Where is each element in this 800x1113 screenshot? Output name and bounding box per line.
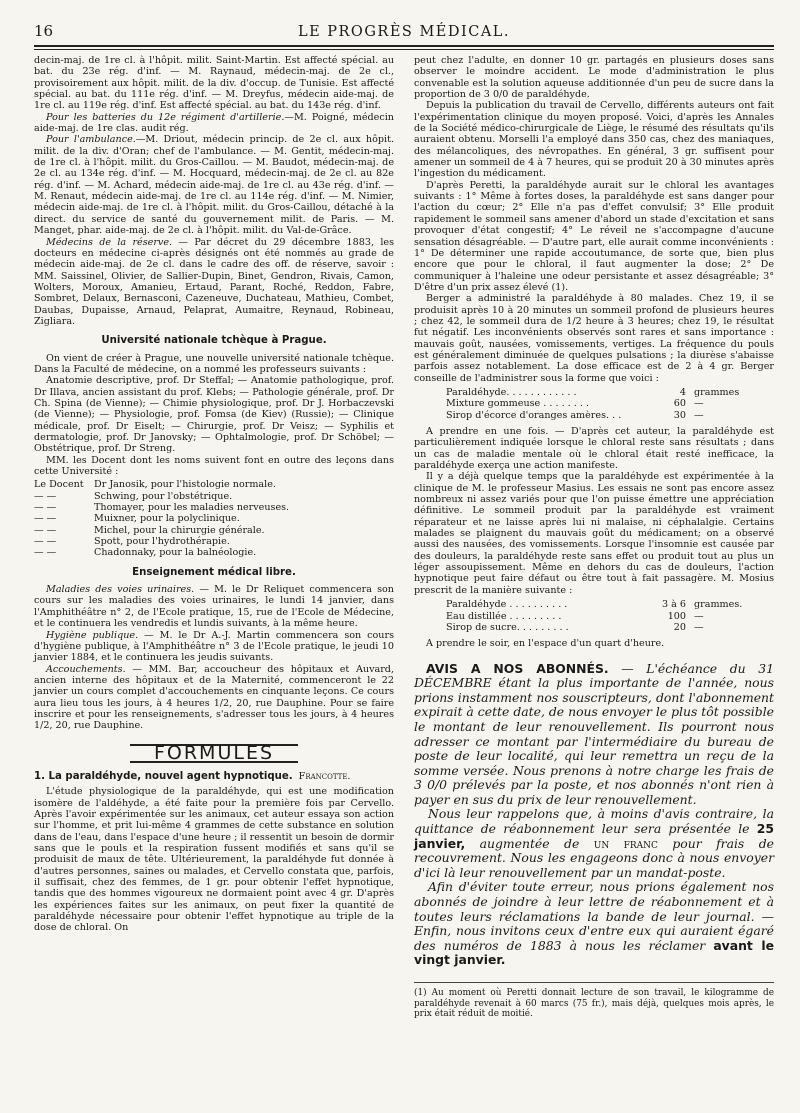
paragraph-lead: Pour l'ambulance.: [46, 134, 136, 146]
docent-list: [34, 479, 394, 558]
notice-paragraph: Afin d'éviter toute erreur, nous prions également nos abonnés de joindre à leur lettre de réabonnement et à toutes leurs réclamations la bande de leur journal. — Enfin, nous invitons ceux d'entre eux qui auraient égaré des numéros de 1883 à nous les réclamer avant le vingt janvier.: [414, 879, 774, 968]
formula-title: 1. La paraldéhyde, nouvel agent hypnotique. Francotte.: [34, 770, 351, 782]
list-item: — — Michel, pour la chirurgie générale.: [34, 524, 265, 536]
list-item: Le Docent Dr Janosik, pour l'histologie normale.: [34, 479, 276, 491]
paragraph-lead: Pour les batteries du 12e régiment d'artillerie.: [46, 111, 285, 123]
paragraph: decin-maj. de 1re cl. à l'hôpit. milit. Saint-Martin. Est affecté spécial. au bat. du 23e rég. d'inf. — M. Raynaud, médecin-maj. de 2e cl., provisoirement aux hôpit. milit. de la div. d'occup. de Tunisie. Est affecté spécial. au bat. du 111e rég. d'inf. — M. Dreyfus, médecin aide-maj. de 1re cl. au 119e rég. d'inf. Est affecté spécial. au bat. du 143e rég. d'inf.: [34, 55, 394, 112]
list-item: — — Thomayer, pour les maladies nerveuses.: [34, 502, 290, 514]
prescription-row: Paraldéhyde . . . . . . . . . . 3 à 6 grammes.: [446, 599, 743, 611]
list-item: — — Chadonnaky, pour la balnéologie.: [34, 547, 257, 559]
section-heading-prague: Université nationale tchèque à Prague.: [101, 335, 327, 347]
paragraph-lead: Médecins de la réserve.: [46, 236, 173, 248]
paragraph: Hygiène publique. — M. le Dr A.-J. Martin commencera son cours d'hygiène publique, à l'Amphithéâtre n° 3 de l'Ecole pratique, le jeudi 10 janvier 1884, et le continuera les jeudis suivants.: [34, 629, 394, 664]
list-item: — — Muixner, pour la polyclinique.: [34, 513, 240, 525]
prescription-row: Paraldéhyde. . . . . . . . . . . . 4 grammes: [446, 386, 740, 398]
paragraph: Médecins de la réserve. — Par décret du 29 décembre 1883, les docteurs en médecine ci-après désignés ont été nommés au grade de médecin aide-maj. de 2e cl. dans le cadre des off. de réserve, savoir : MM. Saissinel, Olivier, de Sallier-Dupin, Binet, Gendron, Rivais, Camon, Wolters, Moroux, Amanieu, Ertaud, Parant, Roché, Reddon, Fabre, Sombret, Delaux, Bernasconi, Cazeneuve, Duchateau, Mathieu, Combet, Daubas, Dupaisse, Arnaud, Pelaprat, Aumaitre, Reynaud, Robineau, Zigliara.: [34, 236, 394, 327]
prescription-masius: [446, 599, 774, 633]
paragraph: MM. les Docent dont les noms suivent font en outre des leçons dans cette Université :: [34, 454, 394, 478]
page-number: 16: [34, 22, 54, 40]
notice-paragraph: AVIS A NOS ABONNÉS. — L'échéance du 31 DÉCEMBRE étant la plus importante de l'année, nous prions instamment nos souscripteurs, dont l'abonnement expirait à cette date, de nous envoyer le plus tôt possible le montant de leur renouvellement. Ils pourront nous adresser ce montant par l'intermédiaire du bureau de poste de leur localité, qui leur remettra un reçu de la somme versée. Nous prenons à notre charge les frais de 3 0/0 prélevés par la poste, et nos abonnés n'ont rien à payer en sus du prix de leur renouvellement.: [414, 660, 774, 807]
paragraph-lead: Hygiène publique.: [46, 629, 139, 641]
prescription-row: Mixture gommeuse . . . . . . . . 60 —: [446, 398, 704, 410]
header-rule: [34, 45, 774, 50]
paragraph-lead: Maladies des voies urinaires.: [46, 584, 195, 596]
subscriber-notice: [414, 662, 774, 968]
paragraph: Il y a déjà quelque temps que la paraldéhyde est expérimentée à la clinique de M. le professeur Masius. Les essais ne sont pas encore assez nombreux ni assez variés pour que l'on puisse émettre une appréciation définitive. Le sommeil produit par la paraldéhyde est vraiment réparateur et ne laisse après lui ni malaise, ni céphalalgie. Certains malades se plaignent du mauvais goût du médicament; on a observé aussi des nausées, des vomissements. Lorsque l'insomnie est causée par des douleurs, la paraldéhyde reste sans effet ou produit tout au plus un léger assoupissement. Même en dehors du cas de douleurs, l'action hypnotique peut faire défaut ou être tout à fait passagère. M. Mosius prescrit de la manière suivante :: [414, 471, 774, 596]
right-column: [414, 55, 774, 1020]
paragraph: A prendre le soir, en l'espace d'un quart d'heure.: [426, 638, 665, 650]
paragraph: On vient de créer à Prague, une nouvelle université nationale tchèque. Dans la Faculté de médecine, on a nommé les professeurs suivants :: [34, 352, 394, 375]
list-item: — — Spott, pour l'hydrothérapie.: [34, 536, 230, 548]
paragraph: Berger a administré la paraldéhyde à 80 malades. Chez 19, il se produisit après 10 à 20 minutes un sommeil profond de plusieurs heures ; chez 42, le sommeil dura de 1/2 heure à 3 heures; chez 19, le résultat fut négatif. Les inconvénients observés sont rares et sans importance : mauvais goût, nausées, vomissements, vertiges. La fréquence du pouls est généralement diminuée de quelques pulsations ; la diurèse s'abaisse parfois assez notablement. La dose efficace est de 2 à 4 gr. Berger conseille de l'administrer sous la forme que voici :: [414, 293, 774, 384]
prescription-berger: [446, 387, 774, 421]
formula-author: Francotte.: [298, 770, 351, 782]
formules-banner: FORMULES: [34, 744, 394, 763]
notice-paragraph: Nous leur rappelons que, à moins d'avis contraire, la quittance de réabonnement leur sera présentée le 25 janvier, augmentée de un franc pour frais de recouvrement. Nous les engageons donc à nous envoyer d'ici là leur renouvellement par un mandat-poste.: [414, 806, 774, 880]
paragraph: Maladies des voies urinaires. — M. le Dr Reliquet commencera son cours sur les maladies des voies urinaires, le lundi 14 janvier, dans l'Amphithéâtre n° 2, de l'Ecole pratique, 15, rue de l'Ecole de Médecine, et le continuera les vendredis et lundis suivants, à la même heure.: [34, 584, 394, 630]
paragraph: L'étude physiologique de la paraldéhyde, qui est une modification isomère de l'aldéhyde, a été faite pour la première fois par Cervello. Après l'avoir expérimentée sur les animaux, cet auteur essaya son action sur l'homme, et prit lui-même 4 grammes de cette substance en solution dans de l'eau, dans l'espace d'une heure ; il ressentit un besoin de dormir sans que le pouls et la respiration fussent modifiés et sans qu'il se produisit de maux de tête. Ultérieurement, la paraldéhyde fut donnée à d'autres personnes, saines ou malades, et Cervello constata que, parfois, il suffisait, chez des femmes, de 1 gr. pour obtenir l'effet hypnotique, tandis que des hommes vigoureux ne dormaient point avec 4 gr. D'après les expériences faites sur les animaux, on peut fixer la quantité de paraldéhyde nécessaire pour obtenir l'effet hypnotique au triple de la dose de chloral. On: [34, 786, 394, 934]
notice-title: AVIS A NOS ABONNÉS.: [426, 660, 609, 676]
left-column: [34, 55, 394, 1020]
paragraph: peut chez l'adulte, en donner 10 gr. partagés en plusieurs doses sans observer le moindre accident. Le mode d'administration le plus convenable est la solution aqueuse additionnée d'un peu de sucre dans la proportion de 3 0/0 de paraldéhyde.: [414, 55, 774, 101]
prescription-row: Eau distillée . . . . . . . . . 100 —: [446, 610, 704, 622]
columns: [34, 55, 774, 1020]
paragraph: D'après Peretti, la paraldéhyde aurait sur le chloral les avantages suivants : 1° Même à fortes doses, la paraldéhyde est sans danger pour l'action du cœur; 2° Elle n'a pas d'effet convulsif; 3° Elle produit rapidement le sommeil sans amener d'abord un stade d'excitation et sans provoquer d'état congestif; 4° Le réveil ne s'accompagne d'aucune sensation désagréable. — D'autre part, elle aurait comme inconvénients : 1° De déterminer une rapide accoutumance, de sorte que, bien plus encore que pour le chloral, il faut augmenter la dose; 2° De communiquer à l'haleine une odeur persistante et assez désagréable; 3° D'être d'un prix assez élevé (1).: [414, 179, 774, 293]
page-header: [34, 22, 774, 42]
journal-title: LE PROGRÈS MÉDICAL.: [297, 24, 511, 40]
paragraph: Depuis la publication du travail de Cervello, différents auteurs ont fait l'expérimentation clinique du moyen proposé. Voici, d'après les Annales de la Société médico-chirurgicale de Liège, le résumé des résultats qu'ils auraient obtenu. Morselli l'a employé dans 350 cas, chez des maniaques, des mélancoliques, des névropathes. En général, 3 gr. suffisent pour amener un sommeil de 4 à 7 heures, qui se produit 20 à 30 minutes après l'ingestion du médicament.: [414, 100, 774, 180]
section-heading-libre: Enseignement médical libre.: [132, 566, 296, 578]
paragraph: Pour l'ambulance.—M. Driout, médecin princip. de 2e cl. aux hôpit. milit. de la div. d'Oran; chef de l'ambulance. — M. Gentit, médecin-maj. de 1re cl. à l'hôpit. milit. du Gros-Caillou. — M. Baudot, médecin-maj. de 2e cl. au 134e rég. d'inf. — M. Hocquard, médecin-maj. de 2e cl. au 82e rég. d'inf. — M. Achard, médecin aide-maj. de 1re cl. au 43e rég. d'inf. — M. Renaut, médecin aide-maj. de 1re cl. au 114e rég. d'inf. — M. Nimier, médecin aide-maj. de 1re cl. à l'hôpit. milit. du Gros-Caillou, détaché à la direct. du service de santé du gouvernement milit. de Paris. — M. Manget, phar. aide-maj. de 2e cl. à l'hôpit. milit. du Val-de-Grâce.: [34, 134, 394, 237]
paragraph: Anatomie descriptive, prof. Dr Steffal; — Anatomie pathologique, prof. Dr Illava, ancien assistant du prof. Klebs; — Pathologie générale, prof. Dr Ch. Spina (de Vienne); — Chimie physiologique, prof. Dr J. Horbaczevski (de Vienne); — Physiologie, prof. Fomsa (de Kiev) (Russie); — Clinique médicale, prof. Dr Eiselt; — Chirurgie, prof. Dr Veisz; — Syphilis et dermatologie, prof. Dr Janovsky; — Ophtalmologie, prof. Dr Schöbel; — Obstétrique, prof. Dr Streng.: [34, 375, 394, 455]
list-item: — — Schwing, pour l'obstétrique.: [34, 490, 233, 502]
prescription-row: Sirop de sucre. . . . . . . . . 20 —: [446, 621, 704, 633]
paragraph-lead: Accouchements.: [46, 663, 126, 675]
footnote: (1) Au moment où Peretti donnait lecture de son travail, le kilogramme de paraldéhyde revenait à 60 marcs (75 fr.), mais déjà, quelques mois après, le prix était réduit de moitié.: [414, 982, 774, 1020]
prescription-row: Sirop d'écorce d'oranges amères. . . 30 —: [446, 409, 704, 421]
paragraph: Pour les batteries du 12e régiment d'artillerie.—M. Poigné, médecin aide-maj. de 1re clas. audit rég.: [34, 111, 394, 135]
paragraph: Accouchements. — MM. Bar, accoucheur des hôpitaux et Auvard, ancien interne des hôpitaux et de la Maternité, commenceront le 22 janvier un cours complet d'accouchements en cinquante leçons. Ce cours aura lieu tous les jours, à 4 heures 1/2, 20, rue Dauphine. Pour se faire inscrire et pour les renseignements, s'adresser tous les jours, à 4 heures 1/2, 20, rue Dauphine.: [34, 663, 394, 732]
paragraph: A prendre en une fois. — D'après cet auteur, la paraldéhyde est particulièrement indiquée lorsque le chloral reste sans résultats ; dans un cas de maladie mentale où le chloral était resté inefficace, la paraldéhyde exerça une action manifeste.: [414, 426, 774, 472]
